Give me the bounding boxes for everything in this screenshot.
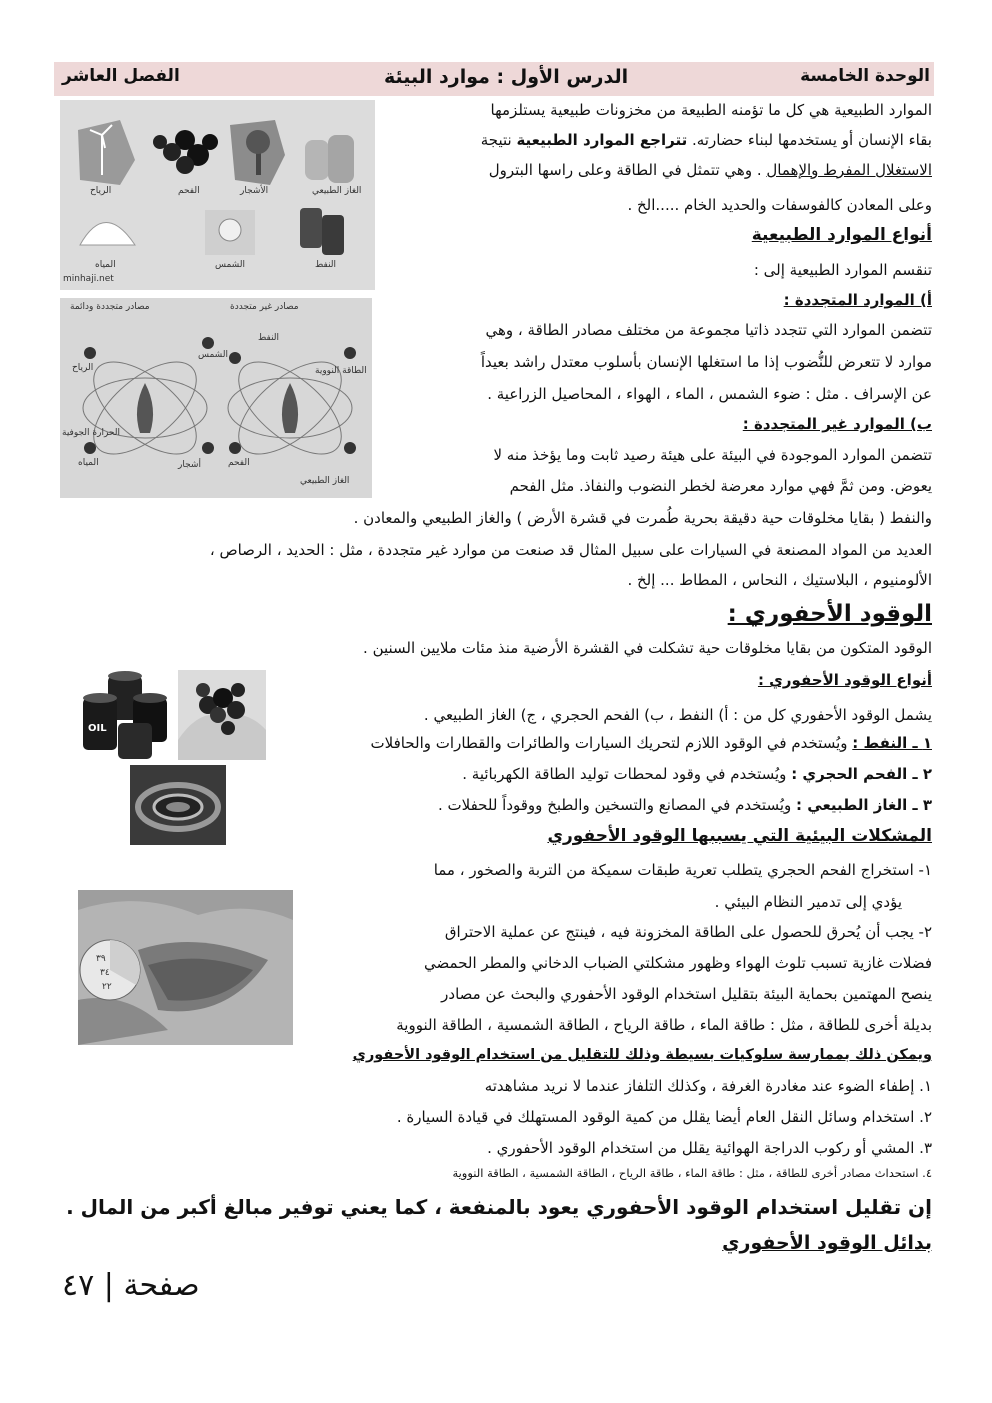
problem-2-line-1: ٢- يجب أن يُحرق للحصول على الطاقة المخزونة فيه ، فينتج عن عملية الاحتراق bbox=[444, 923, 932, 941]
problem-2-line-3: ينصح المهتمين بحماية البيئة بتقليل استخدام الوقود الأحفوري والبحث عن مصادر bbox=[441, 985, 932, 1003]
page-footer bbox=[62, 1268, 200, 1303]
problem-2-line-4: بديلة أخرى للطاقة ، مثل : طاقة الماء ، طاقة الرياح ، الطاقة الشمسية ، الطاقة النووية bbox=[396, 1016, 932, 1034]
intro-line-2 bbox=[481, 130, 932, 150]
types-lead: تنقسم الموارد الطبيعية إلى : bbox=[753, 261, 932, 279]
fig1-credit: minhaji.net bbox=[63, 274, 114, 284]
quarry-image bbox=[78, 890, 293, 1045]
intro-line-2a: بقاء الإنسان أو يستخدمها لبناء حضارته. bbox=[692, 131, 932, 149]
fig1-label-wind: الرياح bbox=[90, 186, 112, 196]
oil-barrel-label: OIL bbox=[88, 723, 107, 734]
energy-sources-diagram bbox=[60, 298, 372, 498]
fig1-label-gas: الغاز الطبيعي bbox=[312, 186, 362, 196]
behavior-item-4: ٤. استحداث مصادر أخرى للطاقة ، مثل : طاقة الماء ، طاقة الرياح ، الطاقة الشمسية ، الطاقة النووية bbox=[452, 1166, 932, 1180]
pie-label-2: ٣٤ bbox=[100, 968, 110, 978]
fig2-label-oil: النفط bbox=[258, 333, 280, 343]
renewable-title: أ) الموارد المتجددة : bbox=[783, 291, 932, 309]
nonrenewable-line-4: العديد من المواد المصنعة في السيارات على سبيل المثال قد صنعت من موارد غير متجددة ، مثل : الحديد ، الرصاص ، bbox=[209, 541, 932, 559]
fig2-label-trees: أشجار bbox=[178, 460, 201, 470]
fig2-label-water: المياه bbox=[78, 458, 99, 468]
fig2-right-title: مصادر غير متجددة bbox=[230, 302, 299, 312]
alternatives-title: بدائل الوقود الأحفوري bbox=[722, 1232, 932, 1254]
fossil-types-title: أنواع الوقود الأحفوري : bbox=[757, 671, 932, 689]
problem-1-line-1: ١- استخراج الفحم الحجري يتطلب تعرية طبقات سميكة من التربة والصخور ، مما bbox=[433, 861, 932, 879]
fig1-label-water: المياه bbox=[95, 260, 116, 270]
nonrenewable-line-3: والنفط ( بقايا مخلوقات حية دقيقة بحرية طُمرت في قشرة الأرض ) والغاز الطبيعي والمعادن . bbox=[353, 509, 932, 527]
page-separator: | bbox=[103, 1268, 114, 1303]
oil-line bbox=[371, 733, 932, 753]
chapter-title: الفصل العاشر bbox=[62, 66, 180, 86]
gas-burner-illustration bbox=[130, 765, 226, 845]
coal-text: ويُستخدم في وقود لمحطات توليد الطاقة الكهربائية . bbox=[462, 765, 787, 783]
behavior-item-1: ١. إطفاء الضوء عند مغادرة الغرفة ، وكذلك التلفاز عندما لا نريد مشاهدته bbox=[484, 1077, 932, 1095]
nonrenewable-line-5: الألومنيوم ، البلاستيك ، النحاس ، المطاط ... إلخ . bbox=[627, 571, 932, 589]
fig2-label-wind: الرياح bbox=[72, 363, 94, 373]
problem-1-line-2: يؤدي إلى تدمير النظام البيئي . bbox=[714, 893, 902, 911]
nonrenewable-line-1: تتضمن الموارد الموجودة في البيئة على هيئة رصيد ثابت وما يؤخذ منه لا bbox=[493, 446, 932, 464]
nonrenewable-title: ب) الموارد غير المتجددة : bbox=[742, 415, 932, 433]
intro-line-4: وعلى المعادن كالفوسفات والحديد الخام .....الخ . bbox=[627, 196, 932, 214]
gas-label: ٣ ـ الغاز الطبيعي : bbox=[796, 796, 932, 814]
pie-label-3: ٢٢ bbox=[102, 982, 112, 992]
intro-underline: الاستغلال المفرط والإهمال bbox=[766, 161, 932, 179]
fossil-definition: الوقود المتكون من بقايا مخلوقات حية تشكلت في القشرة الأرضية منذ مئات ملايين السنين . bbox=[363, 639, 932, 657]
gas-text: ويُستخدم في المصانع والتسخين والطبخ ووقوداً للحفلات . bbox=[437, 796, 792, 814]
behaviors-title: ويمكن ذلك بممارسة سلوكيات بسيطة وذلك للتقليل من استخدام الوقود الأحفوري bbox=[352, 1047, 932, 1063]
fossil-types-line: يشمل الوقود الأحفوري كل من : أ) النفط ، ب) الفحم الحجري ، ج) الغاز الطبيعي . bbox=[423, 706, 932, 724]
oil-text: ويُستخدم في الوقود اللازم لتحريك السيارات والطائرات والقطارات والحافلات bbox=[370, 734, 848, 752]
coal-line bbox=[462, 764, 932, 784]
page-word: صفحة bbox=[123, 1268, 200, 1303]
renewable-line-2: موارد لا تتعرض للنُّضوب إذا ما استغلها الإنسان بأسلوب معتدل راشد بعيداً bbox=[480, 353, 932, 371]
oil-barrels-image bbox=[78, 668, 173, 763]
problems-title: المشكلات البيئية التي يسببها الوقود الأحفوري bbox=[547, 826, 932, 846]
gas-line bbox=[438, 795, 932, 815]
fig1-label-oil: النفط bbox=[315, 260, 337, 270]
nonrenewable-line-2: يعوض. ومن ثمَّ فهي موارد معرضة لخطر النضوب والنفاذ. مثل الفحم bbox=[509, 477, 932, 495]
lesson-title: الدرس الأول : موارد البيئة bbox=[384, 66, 629, 88]
fig2-label-coal: الفحم bbox=[228, 458, 250, 468]
energy-sources-orbits bbox=[60, 298, 372, 498]
coal-hands-illustration bbox=[178, 670, 266, 760]
intro-line-2c: نتيجة bbox=[480, 131, 512, 149]
behavior-item-2: ٢. استخدام وسائل النقل العام أيضا يقلل من كمية الوقود المستهلك في قيادة السيارة . bbox=[396, 1108, 932, 1126]
conclusion: إن تقليل استخدام الوقود الأحفوري يعود بالمنفعة ، كما يعني توفير مبالغ أكبر من المال . bbox=[66, 1195, 932, 1219]
intro-highlight: تتراجع الموارد الطبيعية bbox=[516, 131, 688, 149]
renewable-line-1: تتضمن الموارد التي تتجدد ذاتيا مجموعة من مختلف مصادر الطاقة ، وهي bbox=[485, 321, 932, 339]
intro-line-3 bbox=[489, 160, 932, 180]
natural-resources-image bbox=[60, 100, 375, 290]
oil-barrels-illustration bbox=[78, 668, 173, 763]
types-title: أنواع الموارد الطبيعية bbox=[751, 225, 932, 245]
header-band bbox=[54, 62, 934, 96]
page-number: ٤٧ bbox=[62, 1268, 95, 1303]
pie-label-1: ٣٩ bbox=[96, 954, 106, 964]
fig1-label-trees: الأشجار bbox=[240, 186, 269, 196]
oil-label: ١ ـ النفط : bbox=[852, 734, 932, 752]
behavior-item-3: ٣. المشي أو ركوب الدراجة الهوائية يقلل من استخدام الوقود الأحفوري . bbox=[487, 1139, 932, 1157]
gas-burner-image bbox=[130, 765, 226, 845]
intro-line-1: الموارد الطبيعية هي كل ما تؤمنه الطبيعة من مخزونات طبيعية يستلزمها bbox=[490, 101, 932, 119]
intro-line-3b: . وهي تتمثل في الطاقة وعلى راسها البترول bbox=[488, 161, 762, 179]
coal-hands-image bbox=[178, 670, 266, 760]
fig1-label-sun: الشمس bbox=[215, 260, 245, 270]
quarry-illustration bbox=[78, 890, 293, 1045]
fig2-left-title: مصادر متجددة ودائمة bbox=[70, 302, 150, 312]
fig2-label-geothermal: الحرارة الجوفية bbox=[62, 428, 120, 438]
coal-label: ٢ ـ الفحم الحجري : bbox=[791, 765, 932, 783]
fig2-label-natural-gas: الغاز الطبيعي bbox=[300, 476, 350, 486]
fig2-label-sun: الشمس bbox=[198, 350, 228, 360]
fig2-label-nuclear: الطاقة النووية bbox=[315, 366, 367, 376]
fig1-label-coal: الفحم bbox=[178, 186, 200, 196]
renewable-line-3: عن الإسراف . مثل : ضوء الشمس ، الماء ، الهواء ، المحاصيل الزراعية . bbox=[487, 385, 932, 403]
unit-title: الوحدة الخامسة bbox=[800, 66, 930, 86]
problem-2-line-2: فضلات غازية تسبب تلوث الهواء وظهور مشكلتي الضباب الدخاني والمطر الحمضي bbox=[424, 954, 932, 972]
fossil-title: الوقود الأحفوري : bbox=[727, 601, 932, 627]
